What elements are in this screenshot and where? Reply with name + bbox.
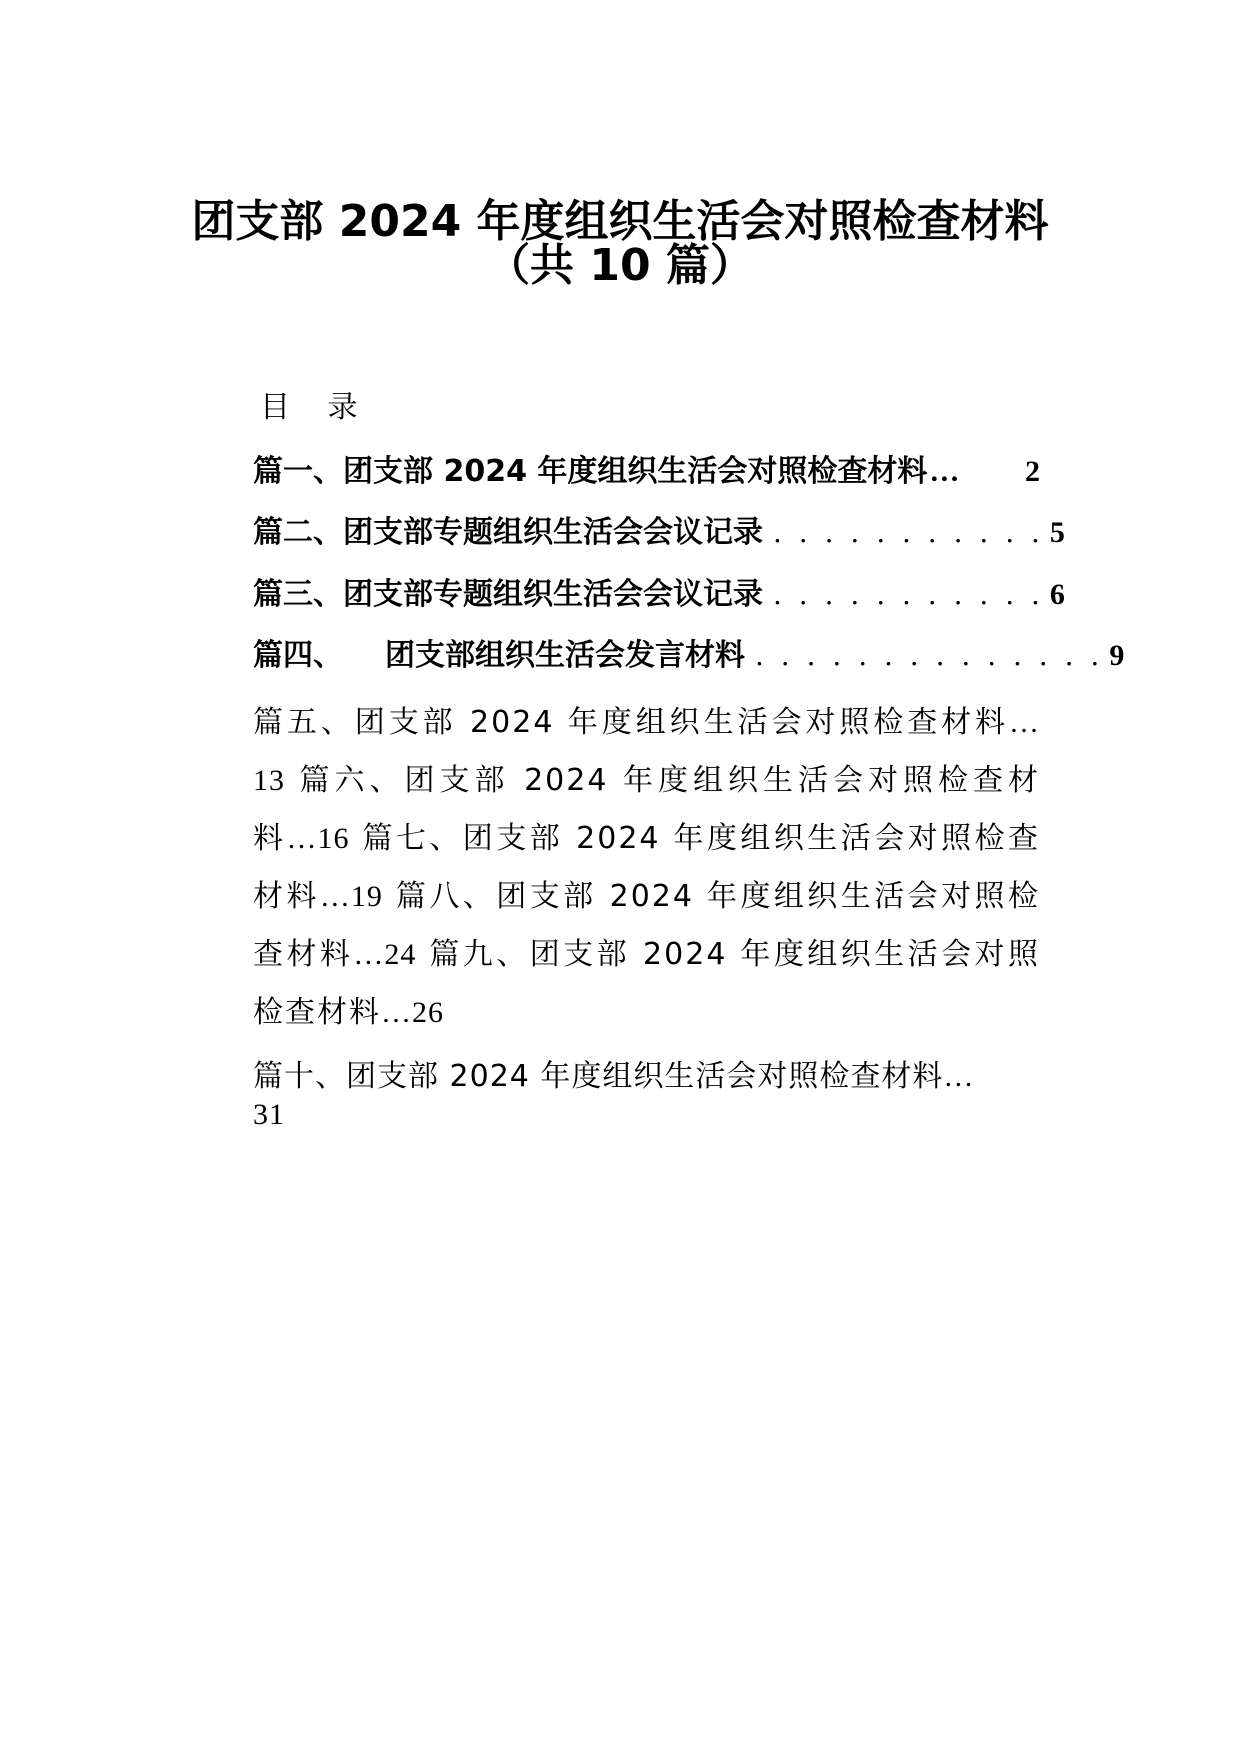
toc-entry-leader: … (286, 822, 318, 855)
toc-entry-2[interactable] (253, 511, 1065, 555)
toc-entry-page: 6 (1049, 578, 1065, 611)
document-subtitle: （共 10 篇） (486, 240, 754, 291)
toc-entry-10[interactable] (253, 1058, 1040, 1134)
toc-entry-label: 篇二、团支部专题组织生活会会议记录 (253, 515, 763, 550)
toc-entry-page: 26 (412, 996, 444, 1029)
toc-entry-leader: . . . . . . . . . . . . . . (755, 639, 1104, 672)
toc-entry-leader: … (1009, 706, 1040, 739)
document-title: 团支部 2024 年度组织生活会对照检查材料 (191, 196, 1049, 247)
toc-entry-page: 31 (253, 1098, 285, 1131)
toc-entry-page: 24 (384, 938, 417, 971)
toc-entry-4[interactable] (253, 634, 1125, 678)
toc-entry-leader: … (929, 455, 960, 488)
toc-entry-leader: … (319, 880, 351, 913)
toc-entry-leader: … (943, 1060, 975, 1093)
toc-entry-label: 篇七、团支部 2024 年度组织生活会对照检查材料 (253, 821, 1041, 914)
toc-entry-label: 篇九、团支部 2024 年度组织生活会对照检查材料 (253, 937, 1041, 1030)
toc-heading: 目 录 (260, 390, 372, 425)
toc-entry-label: 篇八、团支部 2024 年度组织生活会对照检查材料 (253, 879, 1041, 972)
toc-entry-leader: … (353, 938, 385, 971)
toc-entry-leader: . . . . . . . . . . . (773, 516, 1044, 549)
toc-entry-number: 篇四、 (253, 638, 343, 673)
toc-entry-leader: … (381, 996, 412, 1029)
toc-entry-label: 篇十、团支部 2024 年度组织生活会对照检查材料 (253, 1059, 944, 1094)
toc-run-on-paragraph (253, 694, 1040, 1042)
toc-entry-page: 16 (317, 822, 350, 855)
toc-entry-label: 篇三、团支部专题组织生活会会议记录 (253, 577, 763, 612)
toc-entry-page: 9 (1109, 639, 1125, 672)
toc-entry-page: 5 (1049, 516, 1065, 549)
toc-entry-label: 团支部组织生活会发言材料 (385, 638, 745, 673)
toc-entry-label: 篇五、团支部 2024 年度组织生活会对照检查材料 (253, 705, 1009, 740)
toc-entry-leader: . . . . . . . . . . . (773, 578, 1044, 611)
toc-entry-3[interactable] (253, 573, 1065, 617)
toc-entry-1[interactable] (253, 450, 1040, 494)
toc-entry-label: 篇六、团支部 2024 年度组织生活会对照检查材料 (253, 763, 1040, 856)
toc-entry-page: 13 (253, 764, 285, 797)
toc-entry-page: 19 (350, 880, 383, 913)
toc-entry-label: 篇一、团支部 2024 年度组织生活会对照检查材料 (253, 454, 928, 489)
toc-entry-page: 2 (1025, 455, 1040, 488)
